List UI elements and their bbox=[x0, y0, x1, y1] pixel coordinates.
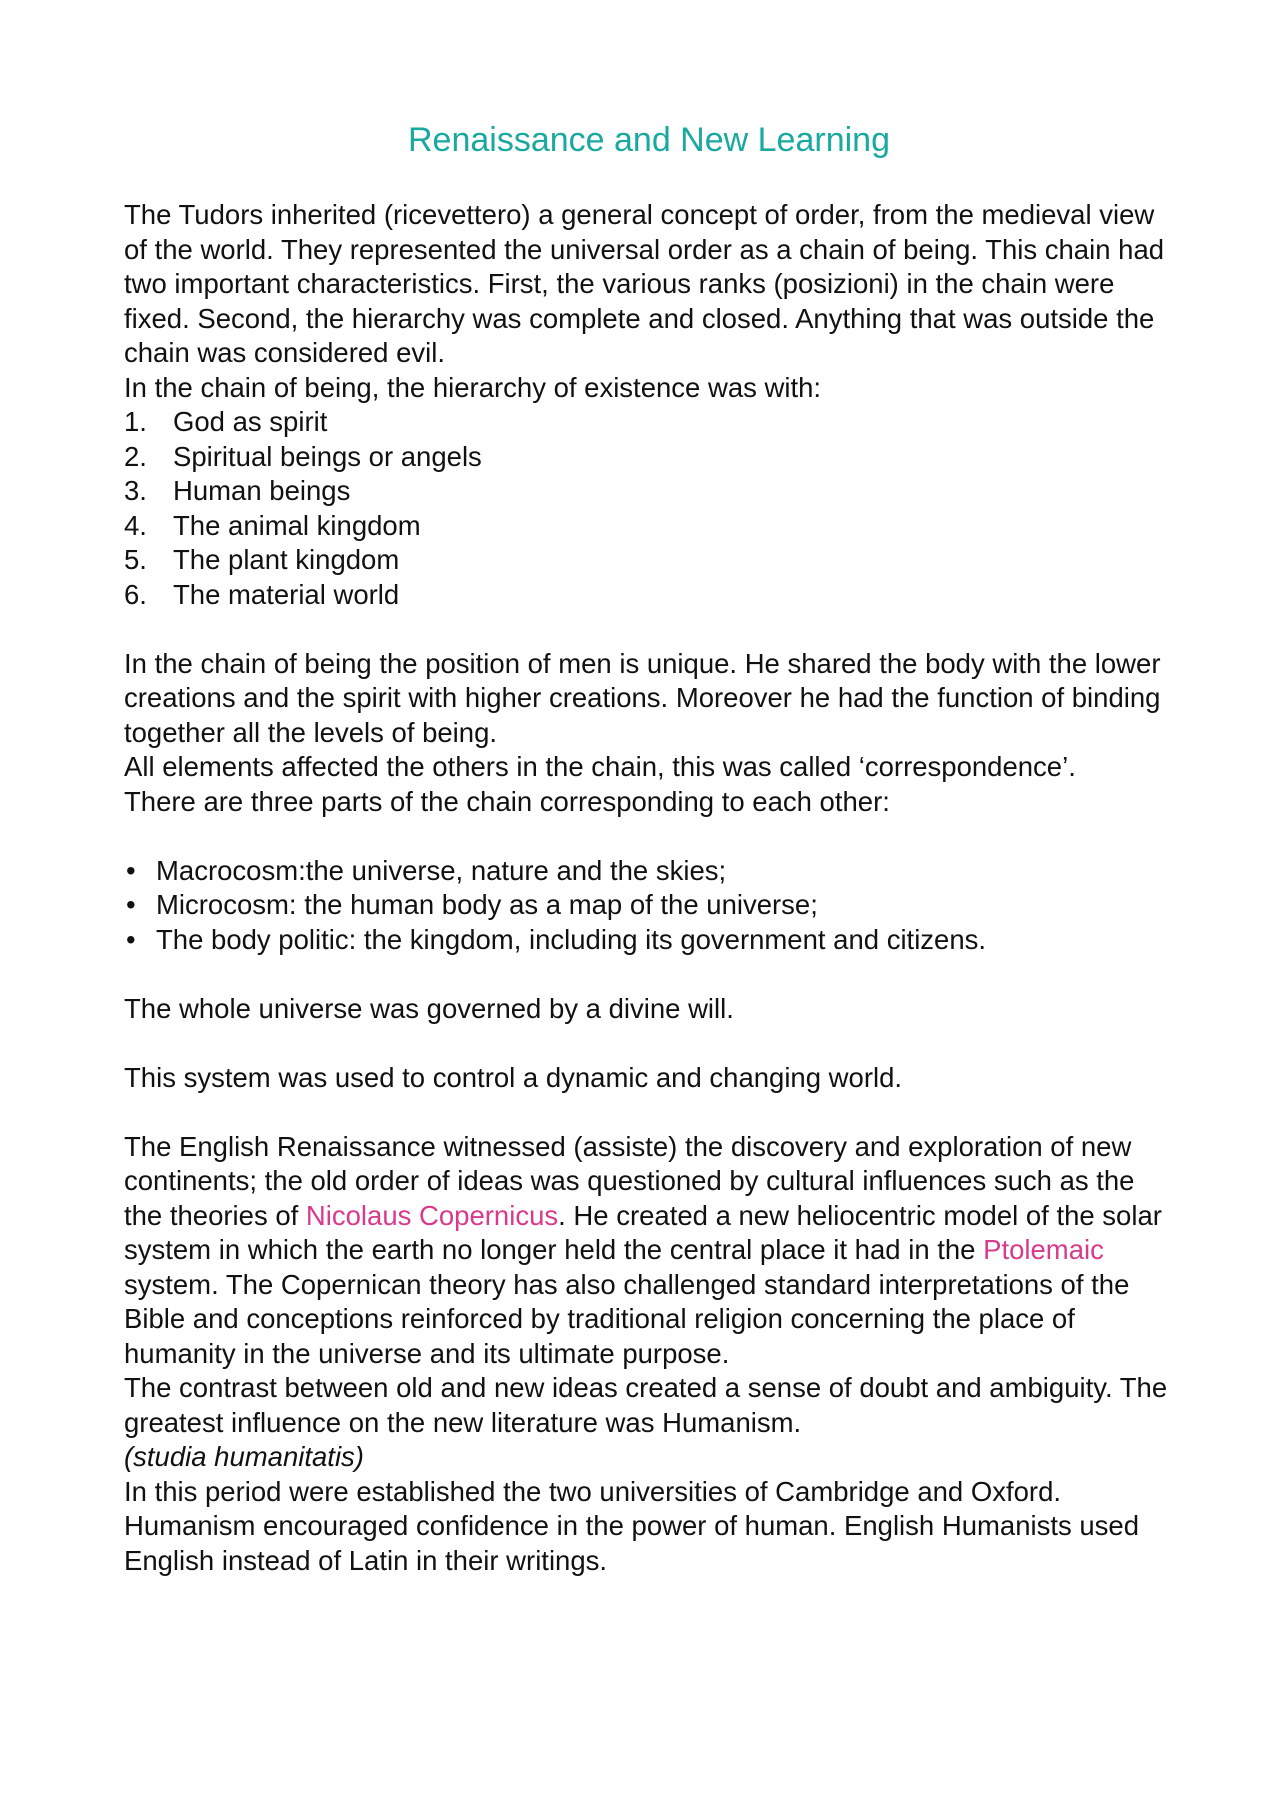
renaissance-paragraph bbox=[124, 1130, 1174, 1372]
spacer bbox=[124, 957, 1174, 992]
list-item-text: Spiritual beings or angels bbox=[173, 440, 482, 472]
list-item-text: The plant kingdom bbox=[173, 544, 400, 575]
list-number: 3. bbox=[124, 475, 147, 506]
list-item bbox=[124, 440, 1174, 475]
bullet-item-text: Microcosm: the human body as a map of the universe; bbox=[156, 889, 818, 920]
studia-italic: (studia humanitatis) bbox=[124, 1441, 364, 1472]
ptolemaic-highlight: Ptolemaic bbox=[983, 1234, 1104, 1265]
renaissance-text-3: system. The Copernican theory has also challenged standard interpretations of the Bible and conceptions reinforced by traditional religion concerning the place of humanity in the universe and its ultimate purpose. bbox=[124, 1268, 1130, 1369]
list-item-text: The animal kingdom bbox=[173, 509, 421, 541]
list-item-text: God as spirit bbox=[173, 406, 328, 437]
list-number: 4. bbox=[124, 509, 147, 541]
intro-paragraph: The Tudors inherited (ricevettero) a general concept of order, from the medieval view of the world. They represented the universal order as a chain of being. This chain had two important characteristics. First, the various ranks (posizioni) in the chain were fixed. Second, the hierarchy was complete and closed. Anything that was outside the chain was considered evil. bbox=[124, 199, 1165, 368]
hierarchy-intro: In the chain of being, the hierarchy of existence was with: bbox=[124, 371, 822, 403]
renaissance-text-2: . He created a new heliocentric model of the solar system in which the earth no longer held the central place it had in the bbox=[124, 1199, 1162, 1265]
list-item bbox=[124, 405, 1174, 440]
list-item bbox=[124, 509, 1174, 544]
bullet-item bbox=[124, 854, 1174, 889]
document-page bbox=[124, 120, 1174, 1578]
spacer bbox=[124, 612, 1174, 647]
list-item bbox=[124, 474, 1174, 509]
renaissance-text-1: The English Renaissance witnessed (assiste) the discovery and exploration of new continents; the old order of ideas was questioned by cultural influences such as the the theories of bbox=[124, 1130, 1135, 1231]
bullet-item bbox=[124, 888, 1174, 923]
page-title: Renaissance and New Learning bbox=[408, 121, 890, 159]
bullet-icon: • bbox=[126, 889, 136, 920]
list-item bbox=[124, 543, 1174, 578]
list-number: 2. bbox=[124, 440, 147, 472]
bullet-item bbox=[124, 923, 1174, 958]
divine-will-paragraph: The whole universe was governed by a divine will. bbox=[124, 992, 734, 1024]
studia-line bbox=[124, 1440, 1174, 1475]
bullet-icon: • bbox=[126, 923, 136, 955]
list-number: 5. bbox=[124, 544, 147, 575]
system-paragraph: This system was used to control a dynamic and changing world. bbox=[124, 1061, 903, 1093]
bullet-item-text: The body politic: the kingdom, including its government and citizens. bbox=[156, 923, 987, 955]
bullet-item-text: Macrocosm:the universe, nature and the skies; bbox=[156, 854, 727, 886]
spacer bbox=[124, 1095, 1174, 1130]
parts-intro: There are three parts of the chain corresponding to each other: bbox=[124, 785, 890, 817]
position-paragraph: In the chain of being the position of men is unique. He shared the body with the lower creations and the spirit with higher creations. Moreover he had the function of binding together all the levels of being. bbox=[124, 647, 1161, 748]
list-item-text: Human beings bbox=[173, 475, 351, 506]
list-number: 1. bbox=[124, 406, 147, 437]
contrast-paragraph: The contrast between old and new ideas created a sense of doubt and ambiguity. The greatest influence on the new literature was Humanism. bbox=[124, 1372, 1168, 1438]
list-item bbox=[124, 578, 1174, 613]
bullet-icon: • bbox=[126, 854, 136, 886]
parts-list bbox=[124, 854, 1174, 958]
copernicus-highlight: Nicolaus Copernicus bbox=[305, 1199, 559, 1231]
spacer bbox=[124, 819, 1174, 854]
universities-paragraph: In this period were established the two universities of Cambridge and Oxford. Humanism encouraged confidence in the power of human. English Humanists used English instead of Latin in their writings. bbox=[124, 1475, 1140, 1576]
list-item-text: The material world bbox=[173, 578, 400, 610]
list-number: 6. bbox=[124, 578, 147, 610]
hierarchy-list bbox=[124, 405, 1174, 612]
spacer bbox=[124, 1026, 1174, 1061]
correspondence-paragraph: All elements affected the others in the chain, this was called ‘correspondence’. bbox=[124, 751, 1076, 782]
